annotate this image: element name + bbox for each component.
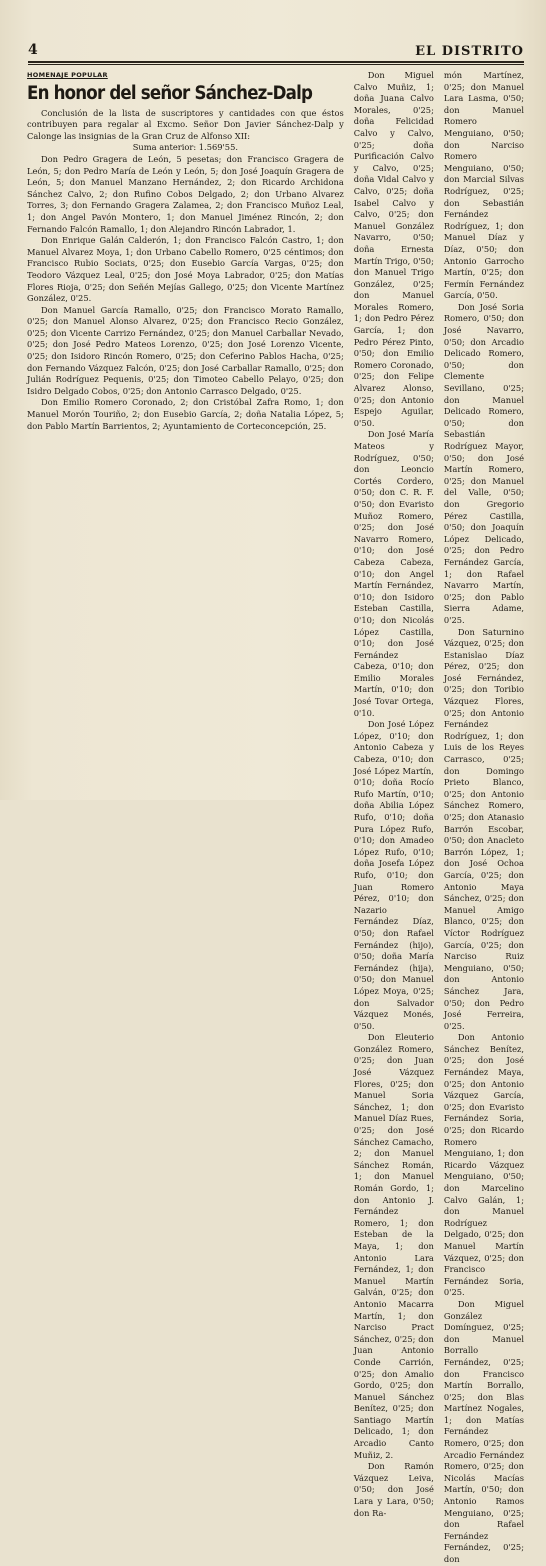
column-3 (443, 70, 524, 1564)
subscriber-paragraph: món Martínez, 0'25; don Manuel Lara Lasma, 0'50; don Manuel Romero Menguiano, 0'50; don Narciso Romero Menguiano, 0'50; don Marcial Silvas Rodríguez, 0'25; don Sebastián Fernández Rodríguez, 1; don Manuel Díaz y Díaz, 0'50; don Antonio Garrocho Martín, 0'25; don Fermín Fernández García, 0'50. (443, 70, 524, 301)
article-headline: En honor del señor Sánchez-Dalp (27, 82, 313, 104)
page-number: 4 (28, 42, 38, 58)
subscriber-paragraph: Don Enrique Galán Calderón, 1; don Francisco Falcón Castro, 1; don Manuel Alvarez Moya, 1; don Urbano Cabello Romero, 0'25 céntimos; don Francisco Rubio Sociats, 0'25; don Eusebio García Vargas, 0'25; don Teodoro Vázquez Leal, 0'25; don José Moya Labrador, 0'25; don Matías Flores Rioja, 0'25; don Señén Mejías Gallego, 0'25; don Vicente Martínez González, 0'25. (27, 235, 344, 304)
column-2 (353, 70, 434, 1518)
header-rule (28, 61, 524, 63)
subscriber-paragraph: Don Emilio Romero Coronado, 2; don Cristóbal Zafra Romo, 1; don Manuel Morón Touriño, 2; don Eusebio García, 2; doña Natalia López, 5; don Pablo Martín Barrientos, 2; Ayuntamiento de Corteconcepción, 25. (27, 397, 344, 431)
article-body (27, 70, 524, 1564)
subscriber-paragraph: Don Miguel González Domínguez, 0'25; don Manuel Borrallo Fernández, 0'25; don Francisco Martín Borrallo, 0'25; don Blas Martínez Nogales, 1; don Matías Fernández Romero, 0'25; don Arcadio Fernández Romero, 0'25; don Nicolás Macías Martín, 0'50; don Antonio Ramos Menguiano, 0'25; don Rafael Fernández Fernández, 0'25; don (443, 1298, 524, 1564)
column-1 (27, 70, 344, 792)
subscriber-paragraph: Don Antonio Sánchez Benítez, 0'25; don José Fernández Maya, 0'25; don Antonio Vázquez García, 0'25; don Evaristo Fernández Soria, 0'25; don Ricardo Romero Menguiano, 1; don Ricardo Vázquez Menguiano, 0'50; don Marcelino Calvo Galán, 1; don Manuel Rodríguez Delgado, 0'25; don Manuel Martín Vázquez, 0'25; don Francisco Fernández Soria, 0'25. (443, 1032, 524, 1298)
header-rule-thin (28, 64, 524, 65)
subscriber-paragraph: Don José López López, 0'10; don Antonio Cabeza y Cabeza, 0'10; don José López Martín, 0'10; doña Rocío Rufo Martín, 0'10; doña Abilia López Rufo, 0'10; doña Pura López Rufo, 0'10; don Amadeo López Rufo, 0'10; doña Josefa López Rufo, 0'10; don Juan Romero Pérez, 0'10; don Nazario Fernández Díaz, 0'50; don Rafael Fernández (hijo), 0'50; doña María Fernández (hija), 0'50; don Manuel López Moya, 0'25; don Salvador Vázquez Monés, 0'50. (353, 719, 434, 1031)
subscriber-paragraph: Don Miguel Calvo Muñiz, 1; doña Juana Calvo Morales, 0'25; doña Felicidad Calvo y Calvo, 0'25; doña Purificación Calvo y Calvo, 0'25; doña Vidal Calvo y Calvo, 0'25; doña Isabel Calvo y Calvo, 0'25; don Manuel González Navarro, 0'50; doña Ernesta Martín Trigo, 0'50; don Manuel Trigo González, 0'25; don Manuel Morales Romero, 1; don Pedro Pérez García, 1; don Pedro Pérez Pinto, 0'50; don Emilio Romero Coronado, 0'25; don Felipe Alvarez Alonso, 0'25; don Antonio Espejo Aguilar, 0'50. (353, 70, 434, 428)
subscriber-paragraph: Don Eleuterio González Romero, 0'25; don Juan José Vázquez Flores, 0'25; don Manuel Soria Sánchez, 1; don Manuel Díaz Rues, 0'25; don José Sánchez Camacho, 2; don Manuel Sánchez Román, 1; don Manuel Román Gordo, 1; don Antonio J. Fernández Romero, 1; don Esteban de la Maya, 1; don Antonio Lara Fernández, 1; don Manuel Martín Galván, 0'25; don Antonio Macarra Martín, 1; don Narciso Pract Sánchez, 0'25; don Juan Antonio Conde Carrión, 0'25; don Amalio Gordo, 0'25; don Manuel Sánchez Benítez, 0'25; don Santiago Martín Delicado, 1; don Arcadio Canto Muñiz, 2. (353, 1032, 434, 1460)
masthead: EL DISTRITO (415, 44, 524, 59)
subscriber-paragraph: Don José Soria Romero, 0'50; don José Navarro, 0'50; don Arcadio Delicado Romero, 0'50; don Clemente Sevillano, 0'25; don Manuel Delicado Romero, 0'50; don Sebastián Rodríguez Mayor, 0'50; don José Martín Romero, 0'25; don Manuel del Valle, 0'50; don Gregorio Pérez Castilla, 0'50; don Joaquín López Delicado, 0'25; don Pedro Fernández García, 1; don Rafael Navarro Martín, 0'25; don Pablo Sierra Adame, 0'25. (443, 301, 524, 625)
subscriber-paragraph: Don Pedro Gragera de León, 5 pesetas; don Francisco Gragera de León, 5; don Pedro María de León y León, 5; don José Joaquín Gragera de León, 5; don Manuel Manzano Hernández, 2; don Ricardo Archidona Sánchez Calvo, 2; don Rufino Cobos Delgado, 2; don Urbano Alvarez Torres, 3; don Fernando Gragera Zalamea, 2; don Francisco Muñoz Leal, 1; don Angel Pavón Montero, 1; don Manuel Jiménez Rincón, 2; don Fernando Falcón Ramallo, 1; don Alejandro Rincón Labrador, 1. (27, 153, 344, 234)
intro-paragraph: Conclusión de la lista de suscriptores y cantidades con que éstos contribuyen para regalar al Excmo. Señor Don Javier Sánchez-Dalp y Calonge las insignias de la Gran Cruz de Alfonso XII: (27, 107, 344, 141)
subscriber-paragraph: Don Saturnino Vázquez, 0'25; don Estanislao Díaz Pérez, 0'25; don José Fernández, 0'25; don Toribio Vázquez Flores, 0'25; don Antonio Fernández Rodríguez, 1; don Luis de los Reyes Carrasco, 0'25; don Domingo Prieto Blanco, 0'25; don Antonio Sánchez Romero, 0'25; don Atanasio Barrón Escobar, 0'50; don Anacleto Barrón López, 1; don José Ochoa García, 0'25; don Antonio Maya Sánchez, 0'25; don Manuel Amigo Blanco, 0'25; don Víctor Rodríguez García, 0'25; don Narciso Ruiz Menguiano, 0'50; don Antonio Sánchez Jara, 0'50; don Pedro José Ferreira, 0'25. (443, 626, 524, 1031)
page-header (28, 42, 524, 62)
subscriber-paragraph: Don Manuel García Ramallo, 0'25; don Francisco Morato Ramallo, 0'25; don Manuel Alonso Alvarez, 0'25; don Francisco Recio González, 0'25; don Vicente Carrizo Fernández, 0'25; don Manuel Carballar Nevado, 0'25; don José Pedro Mateos Lorenzo, 0'25; don José Lorenzo Vicente, 0'25; don Isidoro Rincón Romero, 0'25; don Ceferino Pablos Hacha, 0'25; don Fernando Vázquez Falcón, 0'25; don José Carballar Ramallo, 0'25; don Julián Rodríguez Pequenis, 0'25; don Timoteo Cabello Pelayo, 0'25; don Isidro Delgado Cobos, 0'25; don Antonio Carrasco Delgado, 0'25. (27, 304, 344, 396)
subscriber-paragraph: Don Ramón Vázquez Leiva, 0'50; don José Lara y Lara, 0'50; don Ra- (353, 1461, 434, 1518)
article-kicker: HOMENAJE POPULAR (27, 71, 108, 79)
previous-sum: Suma anterior: 1.569'55. (132, 142, 239, 153)
subscriber-paragraph: Don José María Mateos y Rodríguez, 0'50; don Leoncio Cortés Cordero, 0'50; don C. R. F. 0'50; don Evaristo Muñoz Romero, 0'25; don José Navarro Romero, 0'10; don José Cabeza Cabeza, 0'10; don Angel Martín Fernández, 0'10; don Isidoro Esteban Castilla, 0'10; don Nicolás López Castilla, 0'10; don José Fernández Cabeza, 0'10; don Emilio Morales Martín, 0'10; don José Tovar Ortega, 0'10. (353, 429, 434, 718)
